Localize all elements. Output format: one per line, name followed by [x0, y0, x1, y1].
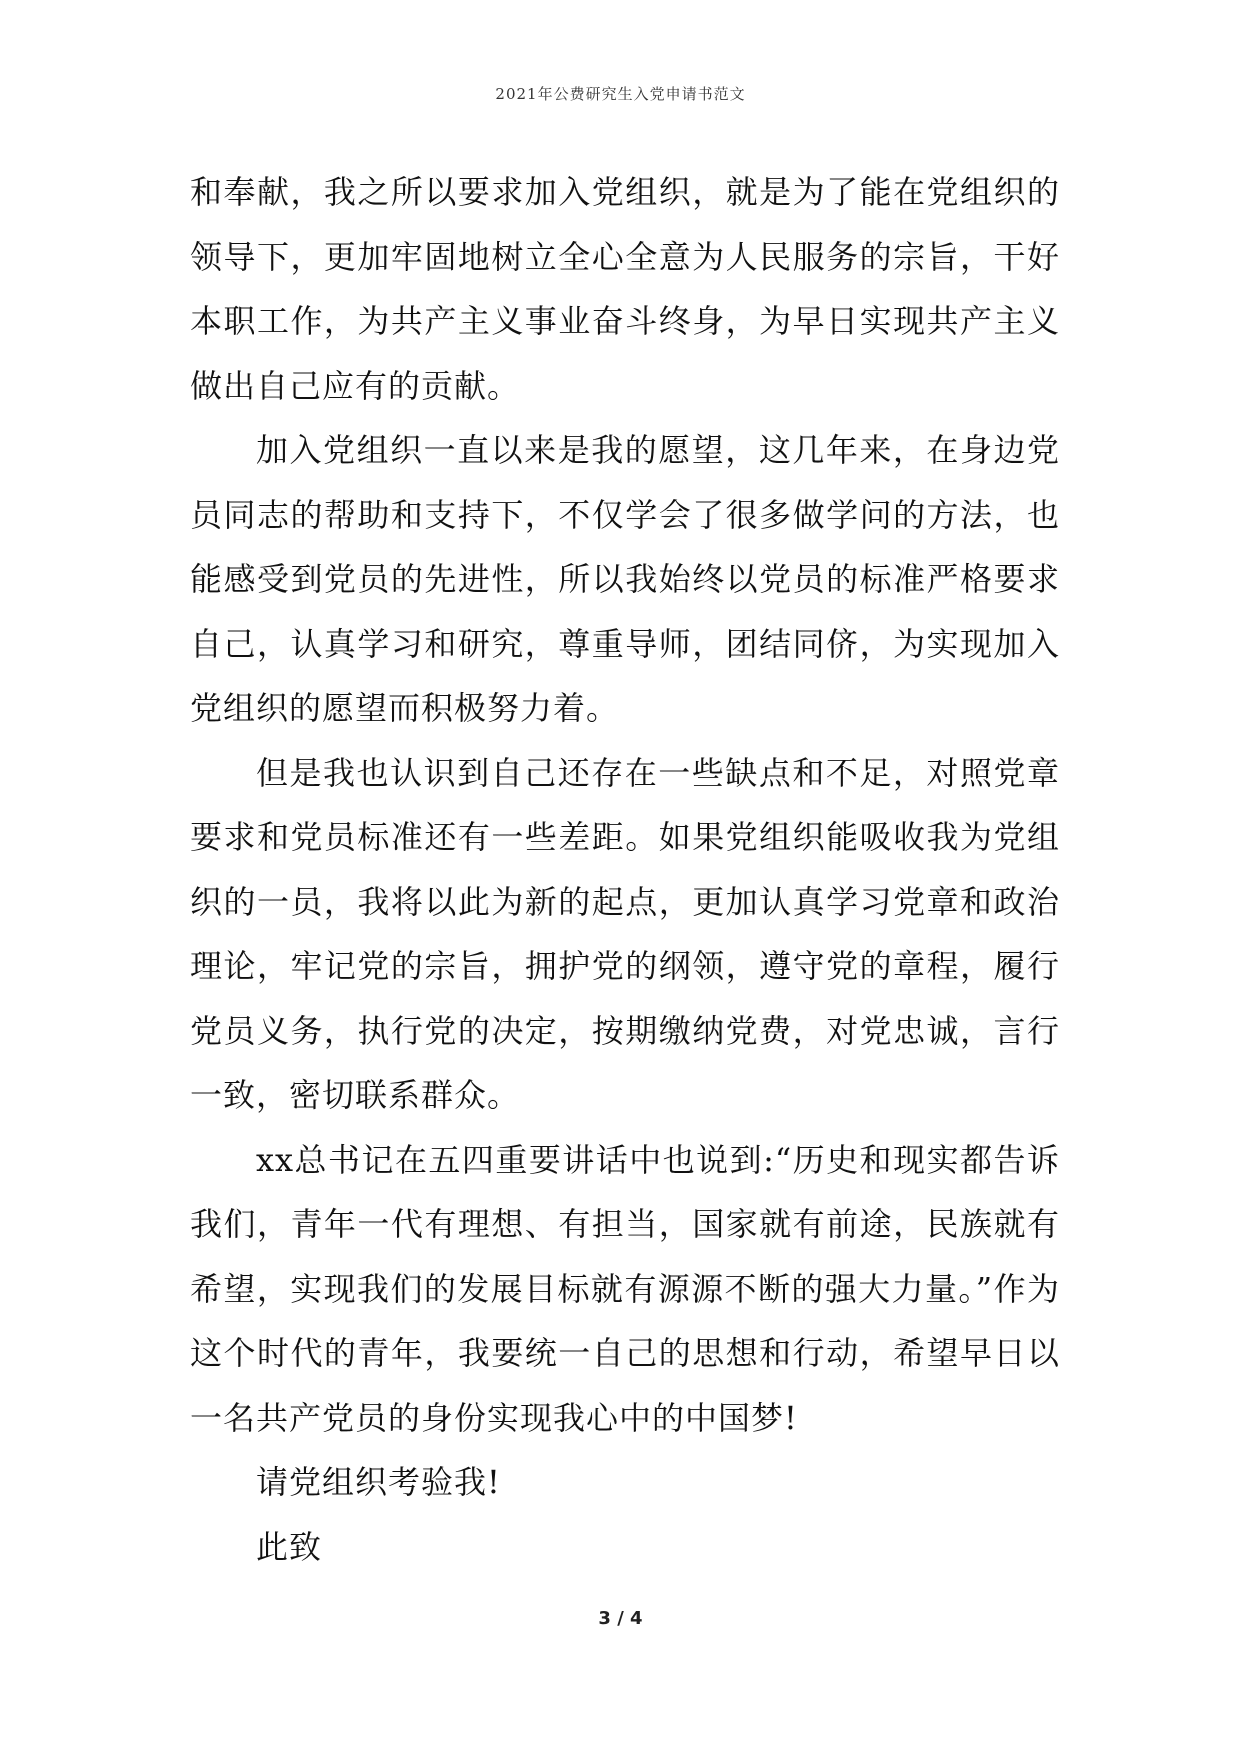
paragraph-closing: 此致 — [256, 1527, 323, 1566]
paragraph-aspiration: 加入党组织一直以来是我的愿望，这几年来，在身边党员同志的帮助和支持下，不仅学会了很多做学问的方法，也能感受到党员的先进性，所以我始终以党员的标准严格要求自己，认真学习和研究，尊重导师，团结同侪，为实现加入党组织的愿望而积极努力着。 — [190, 431, 1060, 727]
document-body — [190, 160, 1060, 1579]
paragraph-shortcomings: 但是我也认识到自己还存在一些缺点和不足，对照党章要求和党员标准还有一些差距。如果党组织能吸收我为党组织的一员，我将以此为新的起点，更加认真学习党章和政治理论，牢记党的宗旨，拥护党的纲领，遵守党的章程，履行党员义务，执行党的决定，按期缴纳党费，对党忠诚，言行一致，密切联系群众。 — [190, 753, 1060, 1114]
paragraph-request: 请党组织考验我! — [256, 1463, 501, 1501]
page-header: 2021年公费研究生入党申请书范文 — [495, 85, 746, 103]
paragraph-speech-quote: xx总书记在五四重要讲话中也说到:“历史和现实都告诉我们，青年一代有理想、有担当，国家就有前途，民族就有希望，实现我们的发展目标就有源源不断的强大力量。”作为这个时代的青年，我要统一自己的思想和行动，希望早日以一名共产党员的身份实现我心中的中国梦! — [190, 1140, 1060, 1437]
page-number: 3 / 4 — [598, 1608, 643, 1629]
paragraph-continuation: 和奉献，我之所以要求加入党组织，就是为了能在党组织的领导下，更加牢固地树立全心全意为人民服务的宗旨，干好本职工作，为共产主义事业奋斗终身，为早日实现共产主义做出自己应有的贡献。 — [190, 173, 1060, 405]
